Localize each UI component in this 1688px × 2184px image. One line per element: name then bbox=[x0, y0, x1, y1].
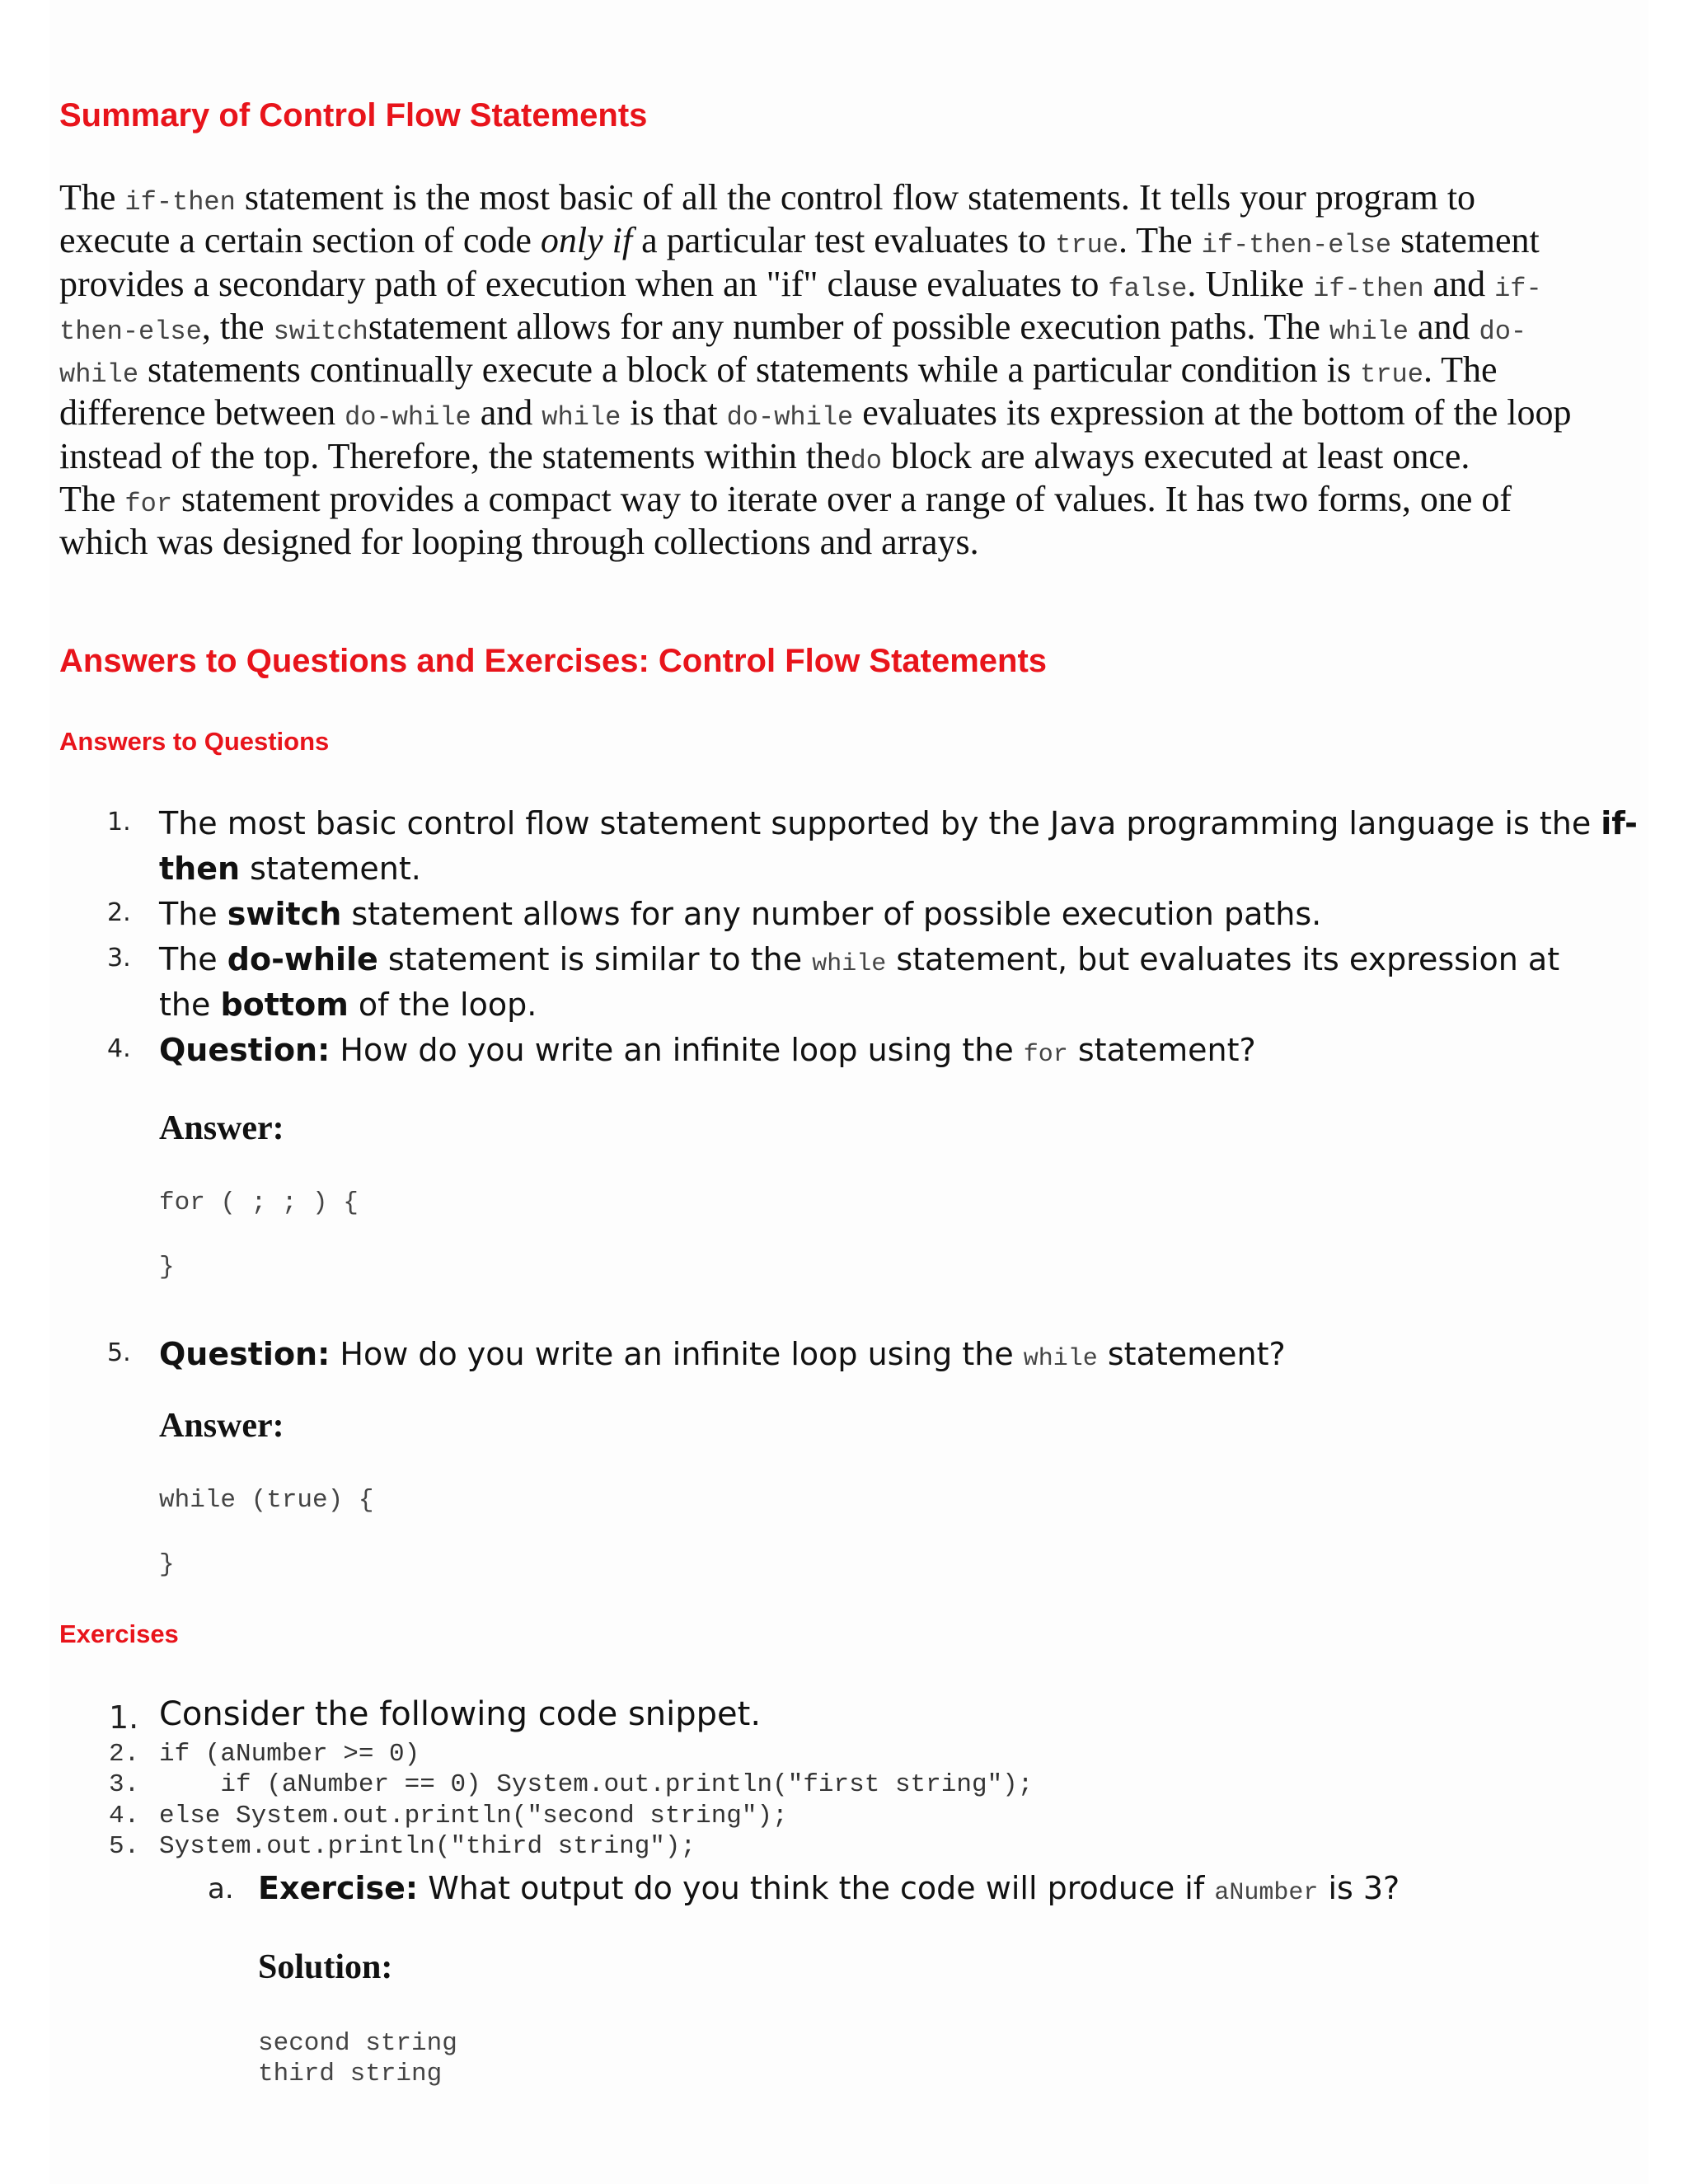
answer-item-1 bbox=[159, 801, 1638, 892]
solution-output-line: third string bbox=[258, 2060, 443, 2088]
answers-heading: Answers to Questions and Exercises: Control Flow Statements bbox=[59, 643, 1048, 679]
inline-code: true bbox=[1360, 359, 1423, 391]
text-run: of the loop. bbox=[348, 987, 537, 1023]
text-run: . Unlike bbox=[1187, 263, 1314, 304]
text-run: and bbox=[471, 392, 542, 434]
text-run: How do you write an infinite loop using the bbox=[330, 1336, 1024, 1372]
text-line bbox=[59, 435, 1634, 478]
text-run: statement? bbox=[1097, 1336, 1286, 1372]
list-item-number: 1. bbox=[107, 808, 131, 837]
solution-label: Solution: bbox=[258, 1948, 393, 1986]
text-run: a particular test evaluates to bbox=[632, 220, 1056, 261]
text-run: statement is the most basic of all the control flow statements. It tells your program to bbox=[235, 177, 1476, 218]
text-line bbox=[59, 176, 1634, 219]
bold-text: if- bbox=[1601, 805, 1638, 841]
inline-code: while bbox=[1329, 316, 1409, 347]
inline-code: if-then bbox=[124, 187, 236, 218]
inline-code: if-then-else bbox=[1201, 230, 1392, 261]
text-line bbox=[159, 846, 1638, 892]
text-run: evaluates its expression at the bottom of the loop bbox=[853, 392, 1572, 434]
summary-heading: Summary of Control Flow Statements bbox=[59, 97, 648, 134]
text-run: the bbox=[159, 987, 221, 1023]
answer-label: Answer: bbox=[159, 1109, 284, 1147]
inline-code: for bbox=[1023, 1041, 1068, 1069]
code-line: for ( ; ; ) { bbox=[159, 1188, 359, 1217]
text-run: statement, but evaluates its expression at bbox=[886, 941, 1560, 977]
text-run: statement is similar to the bbox=[377, 941, 813, 977]
text-run: execute a certain section of code bbox=[59, 220, 541, 261]
answer-item-4 bbox=[159, 1028, 1256, 1073]
inline-code: aNumber bbox=[1214, 1879, 1319, 1907]
inline-code: while bbox=[542, 402, 621, 434]
text-run: The most basic control flow statement supported by the Java programming language is the bbox=[159, 805, 1601, 841]
text-run: How do you write an infinite loop using the bbox=[330, 1032, 1024, 1068]
text-line bbox=[159, 1332, 1286, 1377]
text-line bbox=[159, 801, 1638, 846]
text-run: The bbox=[59, 479, 125, 520]
text-run: The bbox=[59, 177, 125, 218]
code-line-number: 2. bbox=[109, 1740, 140, 1769]
inline-code: while bbox=[812, 950, 887, 978]
bold-text: Question: bbox=[159, 1336, 331, 1372]
code-line: if (aNumber == 0) System.out.println("first string"); bbox=[159, 1770, 1034, 1799]
text-line bbox=[59, 521, 1634, 564]
text-line bbox=[59, 391, 1634, 434]
code-line: if (aNumber >= 0) bbox=[159, 1740, 420, 1769]
italic-text: only if bbox=[540, 220, 633, 261]
inline-code: while bbox=[59, 359, 139, 391]
exercises-subheading: Exercises bbox=[59, 1619, 179, 1648]
text-run: The bbox=[159, 941, 227, 977]
text-run: . The bbox=[1118, 220, 1202, 261]
list-item-number: 4. bbox=[107, 1034, 131, 1063]
code-line-number: 3. bbox=[109, 1770, 140, 1799]
text-run: difference between bbox=[59, 392, 345, 434]
inline-code: for bbox=[124, 489, 173, 520]
code-line: while (true) { bbox=[159, 1486, 374, 1515]
answer-item-2 bbox=[159, 892, 1321, 937]
sub-item-letter: a. bbox=[208, 1872, 234, 1905]
text-run: instead of the top. Therefore, the statements within the bbox=[59, 435, 851, 476]
bold-text: bottom bbox=[220, 987, 349, 1023]
text-run: and bbox=[1408, 306, 1479, 347]
code-line-number: 4. bbox=[109, 1802, 140, 1830]
inline-code: if-then bbox=[1313, 273, 1424, 304]
text-run: is 3? bbox=[1318, 1870, 1400, 1906]
bold-text: switch bbox=[227, 896, 342, 932]
answer-item-5 bbox=[159, 1332, 1286, 1377]
inline-code: do- bbox=[1479, 316, 1527, 347]
text-run: statement provides a compact way to iterate over a range of values. It has two forms, one of bbox=[172, 479, 1512, 520]
text-run: statement allows for any number of possible execution paths. The bbox=[368, 306, 1329, 347]
code-line-number: 5. bbox=[109, 1832, 140, 1861]
inline-code: do-while bbox=[345, 402, 471, 434]
list-item-number: 5. bbox=[107, 1338, 131, 1367]
inline-code: do-while bbox=[726, 402, 854, 434]
text-run: What output do you think the code will produce if bbox=[418, 1870, 1215, 1906]
text-run: statement allows for any number of possible execution paths. bbox=[341, 896, 1322, 932]
solution-output-line: second string bbox=[258, 2029, 457, 2058]
inline-code: do bbox=[850, 445, 882, 476]
text-run: , the bbox=[201, 306, 274, 347]
code-line: } bbox=[159, 1253, 175, 1282]
text-line bbox=[159, 892, 1321, 937]
questions-subheading: Answers to Questions bbox=[59, 727, 330, 756]
inline-code: false bbox=[1108, 273, 1188, 304]
code-line: } bbox=[159, 1550, 175, 1579]
text-run: block are always executed at least once. bbox=[881, 435, 1470, 476]
list-item-number: 3. bbox=[107, 944, 131, 972]
code-line: System.out.println("third string"); bbox=[159, 1832, 696, 1861]
bold-text: Exercise: bbox=[258, 1870, 419, 1906]
inline-code: if- bbox=[1494, 273, 1542, 304]
inline-code: while bbox=[1023, 1345, 1098, 1373]
inline-code: switch bbox=[273, 316, 368, 347]
text-run: is that bbox=[621, 392, 727, 434]
summary-paragraph bbox=[59, 176, 1634, 565]
list-item-number: 2. bbox=[107, 898, 131, 927]
text-run: provides a secondary path of execution when an "if" clause evaluates to bbox=[59, 263, 1109, 304]
text-line bbox=[59, 306, 1634, 349]
text-line bbox=[59, 219, 1634, 262]
answer-item-3 bbox=[159, 937, 1559, 1028]
text-line bbox=[159, 937, 1559, 982]
text-line bbox=[59, 263, 1634, 306]
text-run: statement. bbox=[240, 851, 421, 887]
text-run: statements continually execute a block of statements while a particular condition is bbox=[138, 349, 1361, 391]
bold-text: do-while bbox=[227, 941, 378, 977]
exercise-item-a bbox=[258, 1866, 1400, 1911]
text-line bbox=[159, 982, 1559, 1028]
text-run: statement? bbox=[1067, 1032, 1256, 1068]
answer-label: Answer: bbox=[159, 1407, 284, 1445]
text-run: . The bbox=[1423, 349, 1498, 391]
code-line: else System.out.println("second string"); bbox=[159, 1802, 788, 1830]
text-line bbox=[258, 1866, 1400, 1911]
bold-text: Question: bbox=[159, 1032, 331, 1068]
text-run: which was designed for looping through collections and arrays. bbox=[59, 522, 979, 563]
bold-text: then bbox=[159, 851, 241, 887]
text-run: statement bbox=[1391, 220, 1540, 261]
text-line bbox=[159, 1028, 1256, 1073]
text-run: The bbox=[159, 896, 227, 932]
text-line bbox=[59, 478, 1634, 521]
inline-code: true bbox=[1055, 230, 1119, 261]
text-line bbox=[59, 349, 1634, 391]
exercise-item-1: Consider the following code snippet. bbox=[159, 1695, 762, 1733]
exercise-number: 1. bbox=[109, 1699, 139, 1736]
text-run: and bbox=[1423, 263, 1495, 304]
inline-code: then-else bbox=[59, 316, 202, 347]
